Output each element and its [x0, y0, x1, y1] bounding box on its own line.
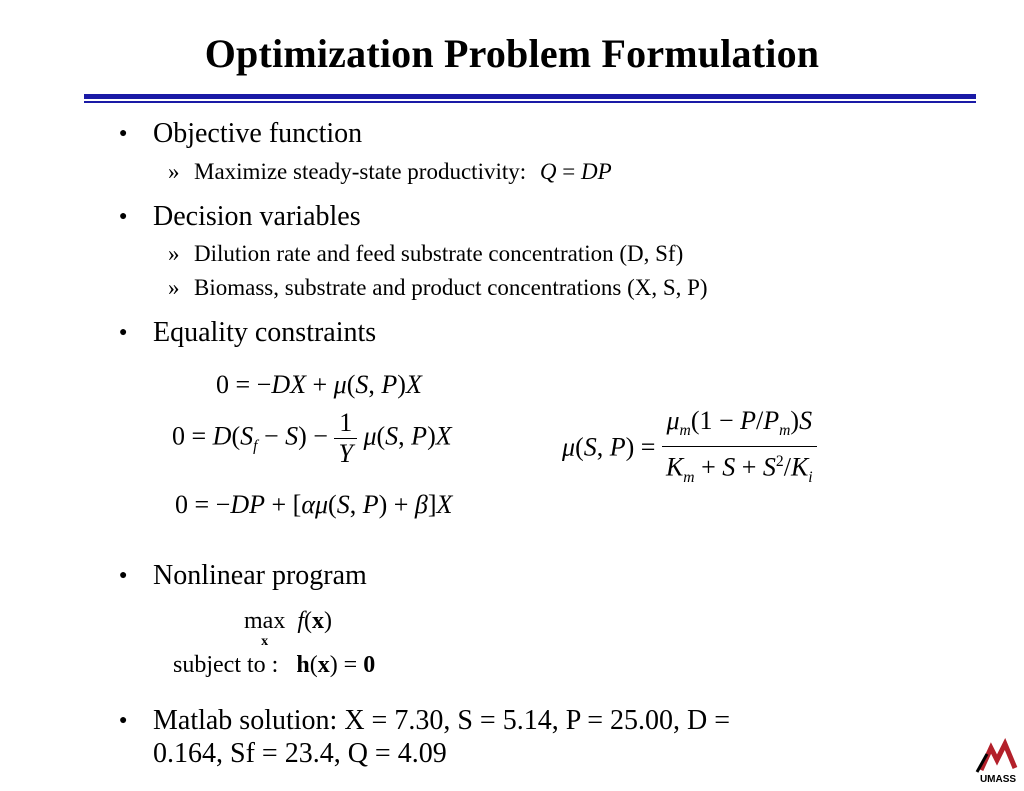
bullet-dot-icon: ● [119, 713, 128, 728]
chevron-icon: » [168, 159, 180, 184]
bullet-matlab-line2: 0.164, Sf = 23.4, Q = 4.09 [153, 738, 447, 769]
equation-biomass: 0 = −DX + μ(S, P)X [216, 370, 422, 399]
nlp-objective: max x f(x) [244, 608, 332, 649]
bullet-objective-label: Objective function [153, 118, 363, 149]
fraction-mu: $\frac{\mu_m(1 - P/P_m)S}{K_m + S + S^2/K_i}$ [662, 406, 817, 493]
equation-substrate: $0 = D(S_f - S)$ − $\frac{1}{Y}$ μ(S, P)X [172, 408, 452, 468]
chevron-icon: » [168, 241, 180, 266]
title-rule-thick [84, 94, 976, 99]
bullet-decision-label: Decision variables [153, 201, 361, 232]
fraction-1-over-y: $\frac{1}{Y}$ [334, 408, 356, 469]
objective-equation: Q = DP [539, 159, 612, 184]
sub-decision-1 [168, 240, 683, 268]
chevron-icon: » [168, 275, 180, 300]
logo-text: UMASS [979, 774, 1017, 784]
bullet-dot-icon: ● [119, 209, 128, 224]
title-rule-thin [84, 101, 976, 103]
page-title: Optimization Problem Formulation [204, 31, 820, 76]
sub-decision-1-text: Dilution rate and feed substrate concentration (D, Sf) [194, 241, 684, 266]
sub-decision-2-text: Biomass, substrate and product concentrations (X, S, P) [194, 275, 708, 300]
bullet-dot-icon: ● [119, 325, 128, 340]
equation-mu: μ(S, P) = $\frac{\mu_m(1 - P/P_m)S}{K_m + S + S^2/K_i}$ [562, 406, 817, 493]
sub-decision-2 [168, 274, 708, 302]
umass-logo [975, 738, 1021, 784]
sub-objective [168, 158, 612, 186]
nlp-constraint: subject to : h(x) = 0 [173, 652, 376, 678]
bullet-nlp-label: Nonlinear program [153, 560, 367, 591]
umass-logo-icon [975, 738, 1021, 784]
bullet-dot-icon: ● [119, 126, 128, 141]
bullet-dot-icon: ● [119, 568, 128, 583]
bullet-matlab-line1: Matlab solution: X = 7.30, S = 5.14, P = 25.00, D = [153, 705, 731, 736]
equation-product: 0 = −DP + [αμ(S, P) + β]X [175, 490, 453, 519]
bullet-constraints-label: Equality constraints [153, 317, 377, 348]
sub-objective-text: Maximize steady-state productivity: [194, 159, 527, 184]
